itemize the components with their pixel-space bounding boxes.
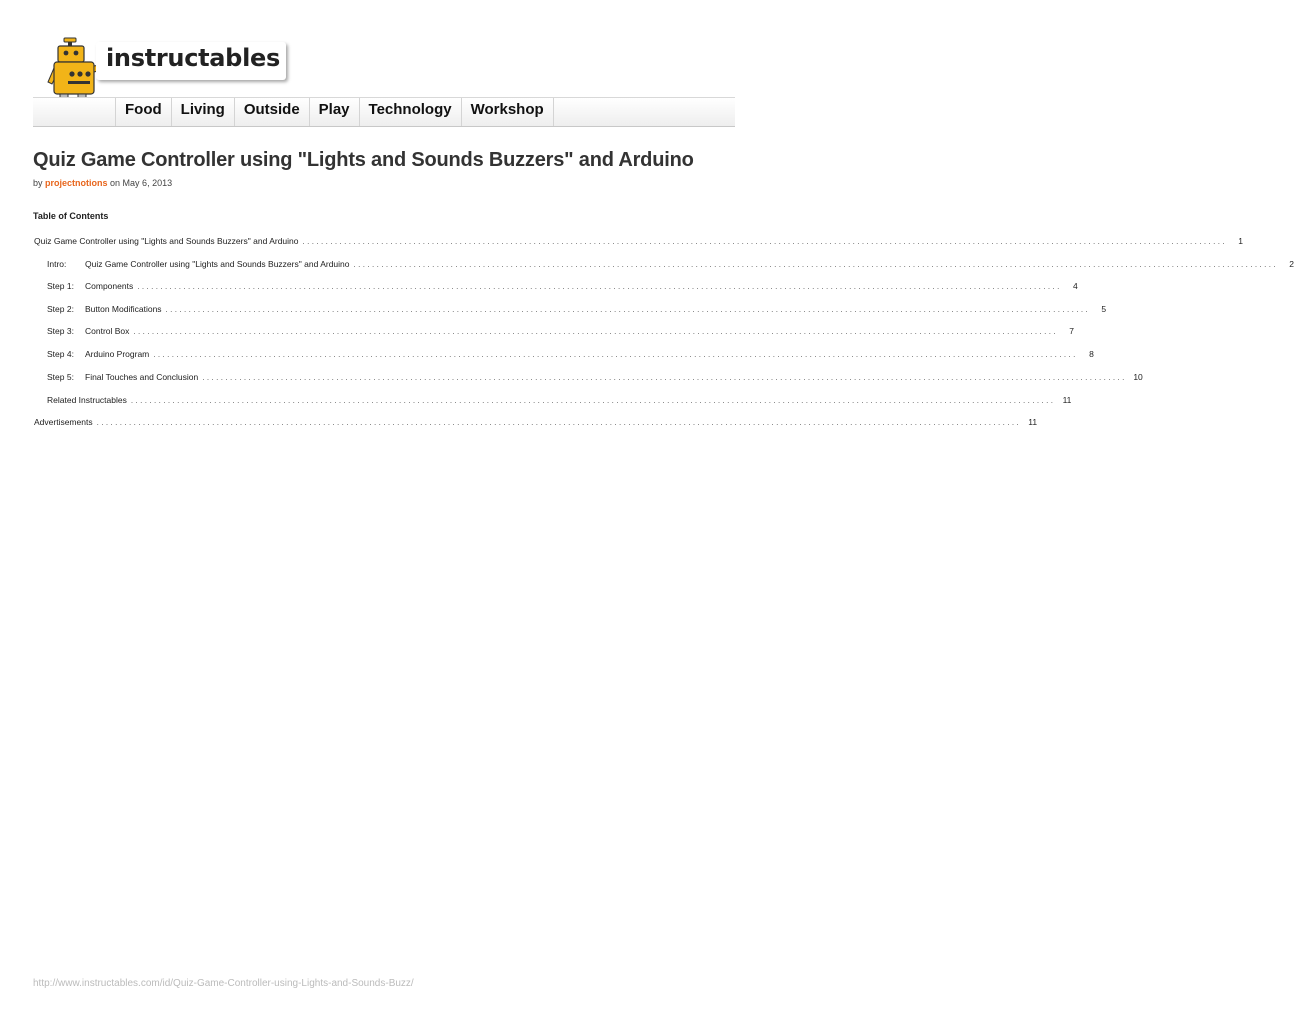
toc-entry-title: Final Touches and Conclusion: [85, 372, 199, 382]
logo[interactable]: [96, 42, 286, 80]
toc-entry-label: [47, 395, 131, 405]
toc-entry-title: Button Modifications: [85, 304, 162, 314]
logo-text: instructables: [106, 44, 280, 72]
toc-entry-title: Control Box: [85, 326, 130, 336]
toc-entry[interactable]: [47, 304, 1107, 316]
toc-entry-label: [47, 326, 133, 336]
footer-url[interactable]: http://www.instructables.com/id/Quiz-Game-Controller-using-Lights-and-Sounds-Buzz/: [33, 978, 414, 989]
toc-entry[interactable]: [47, 259, 1294, 271]
nav-item-food[interactable]: Food: [115, 98, 171, 126]
toc-entry-page: 11: [1062, 395, 1072, 405]
toc-entry[interactable]: [47, 372, 1143, 384]
toc-entry-title: Advertisements: [34, 417, 93, 427]
toc-entry[interactable]: [47, 395, 1072, 407]
nav-item-workshop[interactable]: Workshop: [461, 98, 554, 126]
toc-dot-leader: ........................................................................................................................................................................................................: [165, 305, 1091, 314]
toc-dot-leader: ........................................................................................................................................................................................................: [137, 282, 1062, 291]
category-nav: [33, 97, 735, 127]
toc-entry[interactable]: [34, 417, 1038, 429]
toc-heading: Table of Contents: [33, 211, 109, 221]
toc-entry-title: Quiz Game Controller using "Lights and Sounds Buzzers" and Arduino: [85, 259, 350, 269]
byline-prefix: by: [33, 178, 43, 188]
toc-entry-page: 8: [1089, 349, 1094, 359]
toc-dot-leader: ........................................................................................................................................................................................................: [133, 327, 1058, 336]
toc-entry-label: [47, 259, 354, 269]
toc-entry[interactable]: [47, 281, 1078, 293]
toc-entry-step: Step 3:: [47, 326, 74, 336]
toc-entry-title: Components: [85, 281, 134, 291]
toc-entry[interactable]: [47, 326, 1074, 338]
toc-entry-label: [34, 236, 303, 246]
toc-entry-page: 11: [1028, 417, 1038, 427]
toc-dot-leader: ........................................................................................................................................................................................................: [302, 237, 1228, 246]
toc-entry-step: Intro:: [47, 259, 67, 269]
toc-entry-page: 4: [1073, 281, 1078, 291]
byline-date: on May 6, 2013: [110, 178, 173, 188]
toc-dot-leader: ........................................................................................................................................................................................................: [96, 418, 1022, 427]
toc-dot-leader: ........................................................................................................................................................................................................: [202, 373, 1127, 382]
site-header: [0, 0, 768, 130]
toc-dot-leader: ........................................................................................................................................................................................................: [130, 396, 1056, 405]
toc-entry-step: Step 5:: [47, 372, 74, 382]
page-title: Quiz Game Controller using "Lights and Sounds Buzzers" and Arduino: [33, 149, 694, 171]
toc-entry-label: [47, 281, 137, 291]
toc-entry-page: 10: [1133, 372, 1143, 382]
toc-entry-step: Step 1:: [47, 281, 74, 291]
toc-entry-title: Quiz Game Controller using "Lights and Sounds Buzzers" and Arduino: [34, 236, 299, 246]
nav-item-play[interactable]: Play: [309, 98, 359, 126]
toc-entry-label: [47, 304, 166, 314]
toc-entry-page: 2: [1289, 259, 1294, 269]
nav-items: [115, 98, 554, 126]
author-link[interactable]: projectnotions: [45, 178, 108, 188]
toc-entry-page: 5: [1101, 304, 1107, 314]
toc-entry-title: Related Instructables: [47, 395, 127, 405]
toc-dot-leader: ........................................................................................................................................................................................................: [353, 260, 1279, 269]
toc-entry-step: Step 2:: [47, 304, 74, 314]
toc-entry-step: Step 4:: [47, 349, 74, 359]
toc-entry[interactable]: [34, 236, 1244, 248]
nav-item-outside[interactable]: Outside: [234, 98, 309, 126]
toc-dot-leader: ........................................................................................................................................................................................................: [153, 350, 1078, 359]
toc-entry-title: Arduino Program: [85, 349, 150, 359]
toc-entry-label: [47, 372, 202, 382]
toc-entry-page: 1: [1238, 236, 1244, 246]
toc-entry-label: [47, 349, 153, 359]
nav-item-technology[interactable]: Technology: [359, 98, 461, 126]
byline: [33, 178, 172, 188]
nav-item-living[interactable]: Living: [171, 98, 234, 126]
toc-entry[interactable]: [47, 349, 1094, 361]
toc-entry-label: [34, 417, 97, 427]
toc-entry-page: 7: [1069, 326, 1074, 336]
